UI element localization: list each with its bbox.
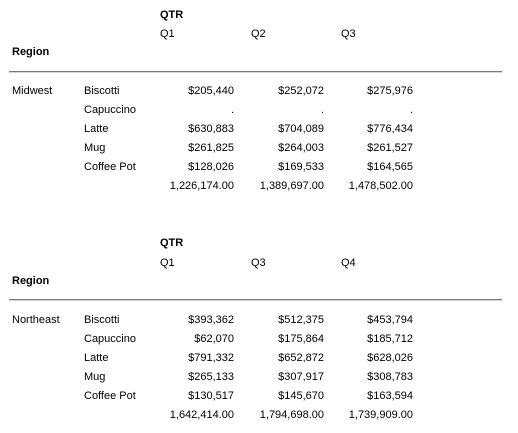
column-header-2: Q2: [251, 28, 266, 40]
product-label: Coffee Pot: [84, 161, 136, 173]
value-cell: $307,917: [278, 371, 324, 383]
value-cell: $512,375: [278, 314, 324, 326]
value-cell: $791,332: [188, 352, 234, 364]
column-header-3: Q3: [341, 28, 356, 40]
value-cell: $275,976: [367, 85, 413, 97]
value-cell: $130,517: [188, 390, 234, 402]
header-divider: [9, 299, 502, 301]
value-cell: $261,527: [367, 142, 413, 154]
qtr-group-header: QTR: [160, 237, 184, 249]
total-cell: 1,794,698.00: [259, 409, 324, 421]
value-cell: $265,133: [188, 371, 234, 383]
value-cell: $652,872: [278, 352, 324, 364]
value-cell: $169,533: [278, 161, 324, 173]
value-cell: $128,026: [188, 161, 234, 173]
column-header-3: Q4: [341, 257, 356, 269]
column-header-1: Q1: [160, 257, 175, 269]
value-cell: .: [230, 104, 234, 116]
value-cell: $175,864: [278, 333, 324, 345]
value-cell: $205,440: [188, 85, 234, 97]
value-cell: $164,565: [367, 161, 413, 173]
region-row-header: Region: [12, 46, 50, 58]
value-cell: $704,089: [278, 123, 324, 135]
product-label: Latte: [84, 123, 109, 135]
total-cell: 1,389,697.00: [259, 180, 324, 192]
total-cell: 1,478,502.00: [348, 180, 413, 192]
value-cell: $145,670: [278, 390, 324, 402]
value-cell: $628,026: [367, 352, 413, 364]
value-cell: $264,003: [278, 142, 324, 154]
product-label: Mug: [84, 142, 106, 154]
value-cell: $252,072: [278, 85, 324, 97]
value-cell: $393,362: [188, 314, 234, 326]
value-cell: $630,883: [188, 123, 234, 135]
value-cell: $261,825: [188, 142, 234, 154]
qtr-group-header: QTR: [160, 9, 184, 21]
total-cell: 1,226,174.00: [169, 180, 234, 192]
total-cell: 1,739,909.00: [348, 409, 413, 421]
value-cell: .: [320, 104, 324, 116]
value-cell: $62,070: [194, 333, 234, 345]
value-cell: $308,783: [367, 371, 413, 383]
column-header-1: Q1: [160, 28, 175, 40]
product-label: Capuccino: [84, 333, 136, 345]
product-label: Biscotti: [84, 85, 120, 97]
region-label: Midwest: [12, 85, 53, 97]
value-cell: $163,594: [367, 390, 413, 402]
total-cell: 1,642,414.00: [169, 409, 234, 421]
value-cell: $453,794: [367, 314, 413, 326]
value-cell: $185,712: [367, 333, 413, 345]
value-cell: .: [409, 104, 413, 116]
product-label: Capuccino: [84, 104, 136, 116]
product-label: Latte: [84, 352, 109, 364]
column-header-2: Q3: [251, 257, 266, 269]
region-label: Northeast: [12, 314, 60, 326]
product-label: Coffee Pot: [84, 390, 136, 402]
header-divider: [9, 71, 502, 73]
value-cell: $776,434: [367, 123, 413, 135]
product-label: Mug: [84, 371, 106, 383]
region-row-header: Region: [12, 275, 50, 287]
product-label: Biscotti: [84, 314, 120, 326]
